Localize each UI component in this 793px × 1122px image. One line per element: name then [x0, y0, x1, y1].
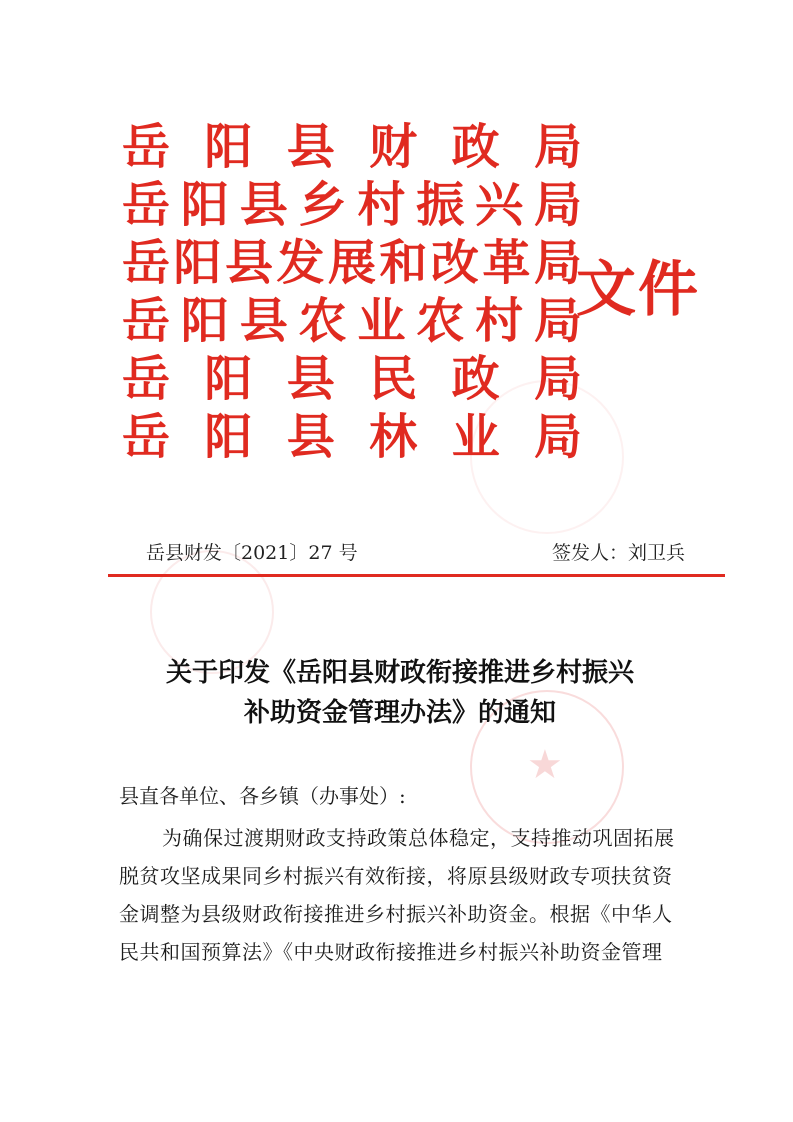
document-type-label: 文件 — [576, 255, 700, 325]
agency-name-line — [122, 176, 582, 234]
agency-character: 展 — [327, 235, 376, 291]
agency-character: 岳 — [122, 409, 171, 465]
agency-character: 县 — [286, 409, 335, 465]
document-title-line-1: 关于印发《岳阳县财政衔接推进乡村振兴 — [165, 658, 634, 688]
issuing-agencies — [122, 118, 582, 466]
agency-name-line — [122, 234, 582, 292]
agency-name-line — [122, 118, 582, 176]
agency-character: 林 — [369, 409, 418, 465]
agency-character: 县 — [239, 177, 288, 233]
agency-character: 县 — [239, 293, 288, 349]
agency-character: 政 — [451, 119, 500, 175]
body-paragraph-line: 为确保过渡期财政支持政策总体稳定，支持推动巩固拓展 — [162, 826, 675, 850]
agency-character: 发 — [276, 235, 325, 291]
document-number: 岳县财发〔2021〕27 号 — [146, 542, 358, 564]
agency-character: 县 — [286, 351, 335, 407]
agency-character: 局 — [533, 351, 582, 407]
agency-character: 阳 — [204, 351, 253, 407]
body-paragraph-line: 脱贫攻坚成果同乡村振兴有效衔接，将原县级财政专项扶贫资 — [119, 864, 673, 888]
agency-character: 振 — [416, 177, 465, 233]
agency-character: 农 — [416, 293, 465, 349]
agency-character: 革 — [482, 235, 531, 291]
agency-character: 和 — [379, 235, 428, 291]
agency-character: 岳 — [122, 177, 171, 233]
agency-character: 村 — [357, 177, 406, 233]
agency-character: 民 — [369, 351, 418, 407]
agency-name-line — [122, 408, 582, 466]
agency-character: 县 — [286, 119, 335, 175]
agency-character: 乡 — [298, 177, 347, 233]
agency-character: 政 — [451, 351, 500, 407]
agency-character: 局 — [533, 235, 582, 291]
agency-character: 阳 — [173, 235, 222, 291]
salutation: 县直各单位、各乡镇（办事处）: — [119, 784, 406, 808]
seal-star-icon: ★ — [527, 742, 563, 788]
body-paragraph-line: 金调整为县级财政衔接推进乡村振兴补助资金。根据《中华人 — [119, 902, 673, 926]
agency-character: 局 — [533, 293, 582, 349]
agency-character: 岳 — [122, 235, 171, 291]
document-title-line-2: 补助资金管理办法》的通知 — [243, 698, 556, 728]
agency-character: 岳 — [122, 293, 171, 349]
agency-character: 岳 — [122, 351, 171, 407]
agency-character: 农 — [298, 293, 347, 349]
agency-character: 业 — [357, 293, 406, 349]
agency-character: 阳 — [204, 409, 253, 465]
signer: 签发人：刘卫兵 — [551, 542, 685, 564]
agency-character: 阳 — [180, 177, 229, 233]
agency-character: 改 — [430, 235, 479, 291]
agency-character: 阳 — [204, 119, 253, 175]
red-divider — [108, 574, 725, 577]
body-paragraph-line: 民共和国预算法》《中央财政衔接推进乡村振兴补助资金管理 — [119, 940, 663, 964]
agency-character: 局 — [533, 409, 582, 465]
agency-character: 岳 — [122, 119, 171, 175]
agency-character: 阳 — [180, 293, 229, 349]
agency-character: 财 — [369, 119, 418, 175]
agency-name-line — [122, 292, 582, 350]
agency-character: 局 — [533, 177, 582, 233]
agency-character: 村 — [475, 293, 524, 349]
agency-character: 局 — [533, 119, 582, 175]
agency-name-line — [122, 350, 582, 408]
agency-character: 兴 — [475, 177, 524, 233]
agency-character: 县 — [224, 235, 273, 291]
agency-character: 业 — [451, 409, 500, 465]
